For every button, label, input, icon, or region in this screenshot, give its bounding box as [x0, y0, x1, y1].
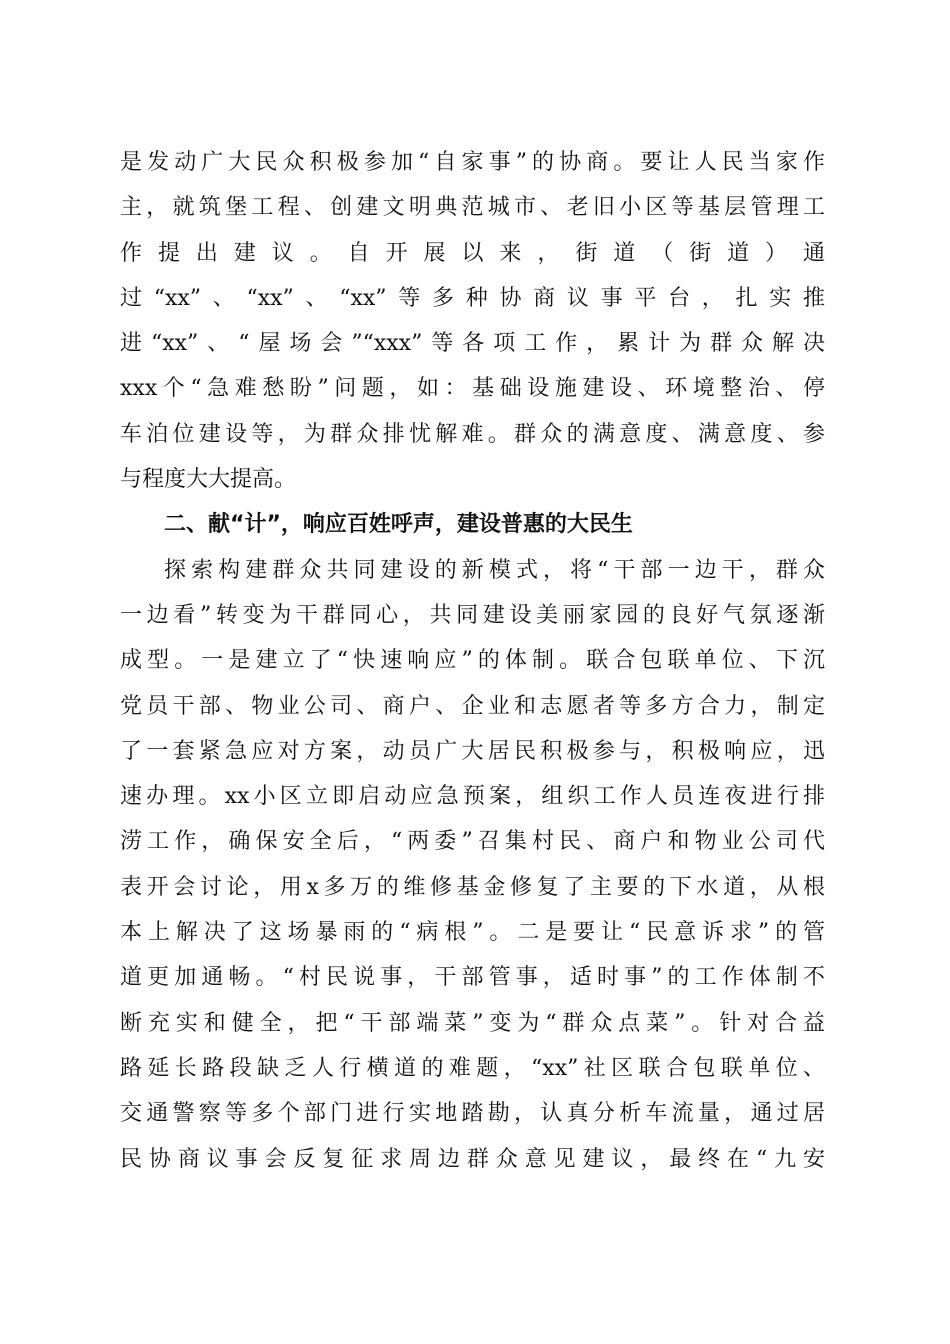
text-line: 作提出建议。自开展以来，街道（街道）通	[120, 240, 825, 266]
text-line: 表开会讨论，用x多万的维修基金修复了主要的下水道，从根	[120, 874, 825, 900]
text-line: 党员干部、物业公司、商户、企业和志愿者等多方合力，制定	[120, 693, 825, 719]
section-heading: 二、献“计”，响应百姓呼声，建设普惠的大民生	[164, 512, 633, 538]
text-line: 了一套紧急应对方案，动员广大居民积极参与，积极响应，迅	[120, 738, 825, 764]
text-line: 是发动广大民众积极参加“自家事”的协商。要让人民当家作	[120, 150, 825, 175]
text-line: 断充实和健全，把“干部端菜”变为“群众点菜”。针对合益	[120, 1010, 825, 1036]
text-line: 民协商议事会反复征求周边群众意见建议，最终在“九安	[120, 1146, 825, 1172]
text-line: 主，就筑堡工程、创建文明典范城市、老旧小区等基层管理工	[120, 195, 825, 221]
text-line: 过“xx”、“xx”、“xx”等多种协商议事平台，扎实推	[120, 285, 825, 311]
text-line: xxx个“急难愁盼”问题，如：基础设施建设、环境整治、停	[120, 376, 825, 402]
text-line: 进“xx”、“屋场会”“xxx”等各项工作，累计为群众解决	[120, 331, 825, 357]
text-line: 速办理。xx小区立即启动应急预案，组织工作人员连夜进行排	[120, 784, 825, 810]
text-line: 一边看”转变为干群同心，共同建设美丽家园的良好气氛逐渐	[120, 602, 825, 628]
text-line: 与程度大大提高。	[120, 467, 297, 493]
body-text	[120, 140, 825, 1182]
text-line: 道更加通畅。“村民说事，干部管事，适时事”的工作体制不	[120, 965, 825, 991]
text-line: 车泊位建设等，为群众排忧解难。群众的满意度、满意度、参	[120, 421, 825, 447]
text-line: 本上解决了这场暴雨的“病根”。二是要让“民意诉求”的管	[120, 920, 825, 946]
text-line: 交通警察等多个部门进行实地踏勘，认真分析车流量，通过居	[120, 1101, 825, 1127]
text-line: 探索构建群众共同建设的新模式，将“干部一边干，群众	[164, 557, 825, 583]
text-line: 涝工作，确保安全后，“两委”召集村民、商户和物业公司代	[120, 829, 825, 855]
text-line: 成型。一是建立了“快速响应”的体制。联合包联单位、下沉	[120, 648, 825, 674]
text-line: 路延长路段缺乏人行横道的难题，“xx”社区联合包联单位、	[120, 1055, 825, 1081]
